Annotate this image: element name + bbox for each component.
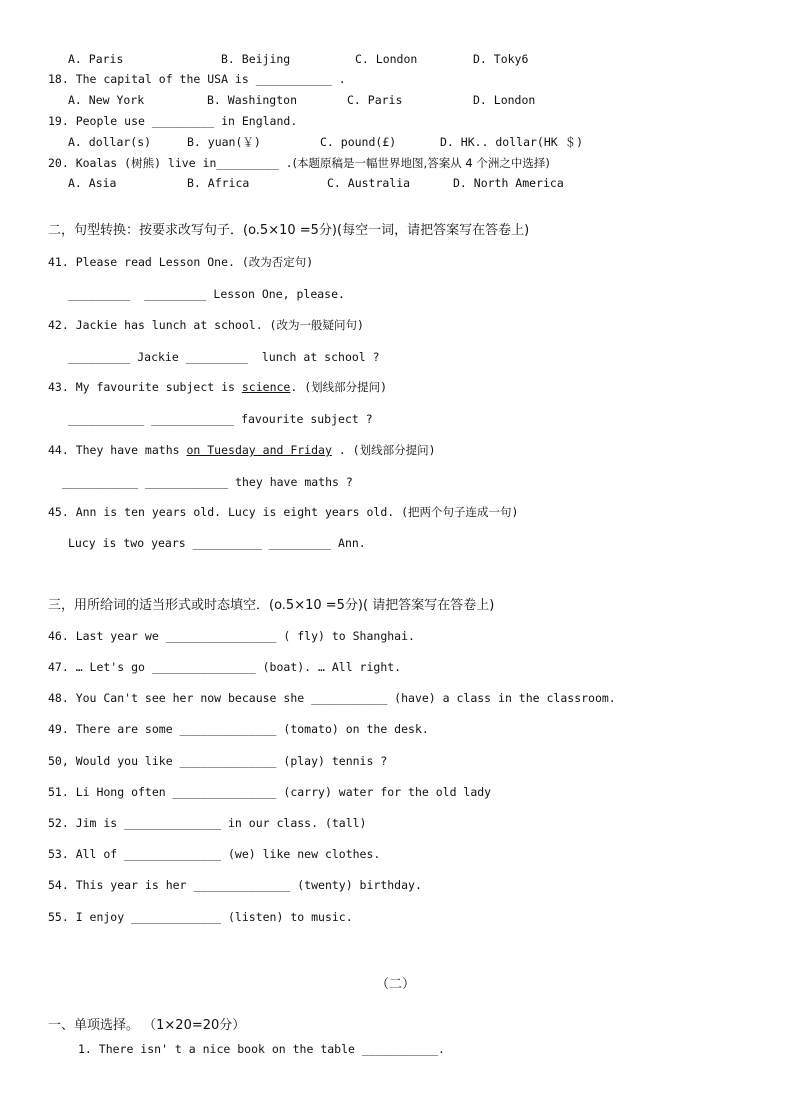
q18-option-b: B. Washington [207,93,298,107]
q43-underlined-part: science [241,380,291,394]
q18-option-d: D. London [473,93,536,107]
fill-item-46: 46. Last year we ________________ ( fly) to Shanghai. [48,629,415,643]
part2-title: （二） [376,977,416,992]
q43-answer-line: ___________ ____________ favourite subject ? [68,412,373,426]
q45-question: 45. Ann is ten years old. Lucy is eight years old. (把两个句子连成一句) [48,505,519,519]
fill-item-55: 55. I enjoy _____________ (listen) to music. [48,910,353,924]
fill-item-50: 50, Would you like ______________ (play) tennis ? [48,754,388,768]
section3-heading: 三，用所给词的适当形式或时态填空．(o.5×10 =5分)( 请把答案写在答卷上) [48,598,495,613]
fill-item-54: 54. This year is her ______________ (twenty) birthday. [48,878,422,892]
q17-option-a: A. Paris [68,52,124,66]
q44-answer-line: ___________ ____________ they have maths ? [62,475,353,489]
q17-option-b: B. Beijing [221,52,291,66]
q19-stem: 19. People use _________ in England. [48,114,298,128]
part2-q1: 1. There isn' t a nice book on the table ___________. [78,1042,445,1056]
q19-option-d: D. HK.. dollar(HK ＄) [440,135,584,149]
q42-question: 42. Jackie has lunch at school. (改为一般疑问句) [48,318,364,332]
q18-stem: 18. The capital of the USA is ___________ . [48,72,346,86]
q19-option-c: C. pound(£) [320,135,397,149]
q20-stem: 20. Koalas (树熊) live in_________ .(本题原稿是一幅世界地图,答案从 4 个洲之中选择) [48,156,550,170]
q20-option-c: C. Australia [327,176,411,190]
fill-item-51: 51. Li Hong often _______________ (carry) water for the old lady [48,785,492,799]
q41-question: 41. Please read Lesson One. (改为否定句) [48,255,314,269]
part2-heading: 一、单项选择。 （1×20=20分） [48,1018,246,1033]
q45-answer-line: Lucy is two years __________ _________ Ann. [68,536,366,550]
q19-option-a: A. dollar(s) [68,135,152,149]
q43-question: 43. My favourite subject is science. (划线部分提问) [48,380,388,394]
fill-item-53: 53. All of ______________ (we) like new clothes. [48,847,381,861]
q17-option-c: C. London [355,52,418,66]
fill-item-48: 48. You Can't see her now because she ___________ (have) a class in the classroom. [48,691,616,705]
q20-option-b: B. Africa [187,176,250,190]
q41-answer-line: _________ _________ Lesson One, please. [68,287,345,301]
section2-heading: 二，句型转换：按要求改写句子．(o.5×10 =5分)(每空一词，请把答案写在答卷上) [48,223,530,238]
fill-item-47: 47. … Let's go _______________ (boat). … All right. [48,660,402,674]
q44-underlined-part: on Tuesday and Friday [186,443,332,457]
q20-option-d: D. North America [453,176,564,190]
q17-option-d: D. Toky6 [473,52,529,66]
q19-option-b: B. yuan(￥) [187,135,261,149]
q20-option-a: A. Asia [68,176,117,190]
q42-answer-line: _________ Jackie _________ lunch at school ? [68,350,380,364]
fill-item-52: 52. Jim is ______________ in our class. (tall) [48,816,367,830]
q18-option-c: C. Paris [347,93,403,107]
q18-option-a: A. New York [68,93,145,107]
q44-question: 44. They have maths on Tuesday and Friday . (划线部分提问) [48,443,436,457]
fill-item-49: 49. There are some ______________ (tomato) on the desk. [48,722,429,736]
